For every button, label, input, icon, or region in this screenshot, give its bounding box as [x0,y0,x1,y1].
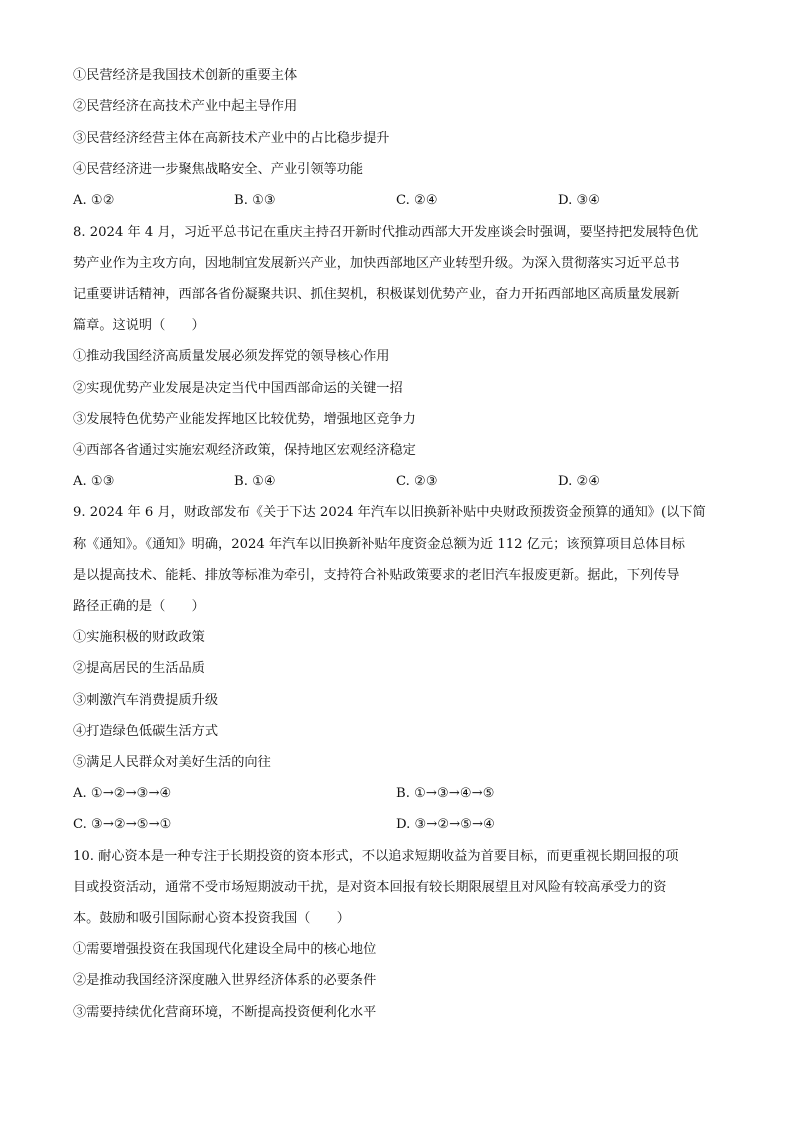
q9-statement-5: ⑤满足人民群众对美好生活的向往 [73,755,271,770]
q7-statement-3: ③民营经济经营主体在高新技术产业中的占比稳步提升 [73,131,390,146]
q9-stem-line-4: 路径正确的是（ ） [73,599,205,614]
q8-statement-2: ②实现优势产业发展是决定当代中国西部命运的关键一招 [73,381,403,396]
q10-statement-2: ②是推动我国经济深度融入世界经济体系的必要条件 [73,973,377,988]
q9-stem-line-3: 是以提高技术、能耗、排放等标准为牵引，支持符合补贴政策要求的老旧汽车报废更新。据此，下列传导 [73,568,680,583]
q8-option-c: C. ②③ [396,474,438,489]
q8-stem-line-2: 势产业作为主攻方向，因地制宜发展新兴产业，加快西部地区产业转型升级。为深入贯彻落实习近平总书 [73,256,680,271]
q9-statement-1: ①实施积极的财政政策 [73,630,205,645]
q9-statement-2: ②提高居民的生活品质 [73,661,205,676]
q9-stem-line-1: 9. 2024 年 6 月，财政部发布《关于下达 2024 年汽车以旧换新补贴中央财政预拨资金预算的通知》(以下简 [73,505,706,520]
q8-statement-1: ①推动我国经济高质量发展必须发挥党的领导核心作用 [73,349,390,364]
q8-statement-3: ③发展特色优势产业能发挥地区比较优势，增强地区竞争力 [73,412,416,427]
q8-stem-line-3: 记重要讲话精神，西部各省份凝聚共识、抓住契机，积极谋划优势产业，奋力开拓西部地区高质量发展新 [73,287,680,302]
q9-option-c: C. ③→②→⑤→① [73,817,172,832]
q8-option-b: B. ①④ [234,474,276,489]
q7-statement-2: ②民营经济在高技术产业中起主导作用 [73,99,298,114]
q10-stem-line-2: 目或投资活动，通常不受市场短期波动干扰，是对资本回报有较长期限展望且对风险有较高承受力的资 [73,880,667,895]
q9-statement-4: ④打造绿色低碳生活方式 [73,724,219,739]
q7-option-d: D. ③④ [558,193,601,208]
q7-statement-4: ④民营经济进一步聚焦战略安全、产业引领等功能 [73,162,364,177]
q9-stem-line-2: 称《通知》。《通知》明确，2024 年汽车以旧换新补贴年度资金总额为近 112 亿元；该预算项目总体目标 [73,537,685,552]
q8-option-d: D. ②④ [558,474,601,489]
q9-option-a: A. ①→②→③→④ [73,786,172,801]
q10-stem-line-1: 10. 耐心资本是一种专注于长期投资的资本形式，不以追求短期收益为首要目标，而更重视长期回报的项 [73,849,679,864]
q9-option-b: B. ①→③→④→⑤ [396,786,495,801]
q9-statement-3: ③刺激汽车消费提质升级 [73,693,219,708]
q8-stem-line-4: 篇章。这说明（ ） [73,318,205,333]
q10-statement-3: ③需要持续优化营商环境，不断提高投资便利化水平 [73,1005,377,1020]
q10-stem-line-3: 本。鼓励和吸引国际耐心资本投资我国（ ） [73,911,350,926]
q7-statement-1: ①民营经济是我国技术创新的重要主体 [73,68,298,83]
q8-statement-4: ④西部各省通过实施宏观经济政策，保持地区宏观经济稳定 [73,443,416,458]
q7-option-a: A. ①② [73,193,115,208]
q10-statement-1: ①需要增强投资在我国现代化建设全局中的核心地位 [73,942,377,957]
q7-option-c: C. ②④ [396,193,438,208]
q9-option-d: D. ③→②→⑤→④ [396,817,495,832]
q8-stem-line-1: 8. 2024 年 4 月，习近平总书记在重庆主持召开新时代推动西部大开发座谈会时强调，要坚持把发展特色优 [73,225,699,240]
q7-option-b: B. ①③ [234,193,276,208]
q8-option-a: A. ①③ [73,474,115,489]
